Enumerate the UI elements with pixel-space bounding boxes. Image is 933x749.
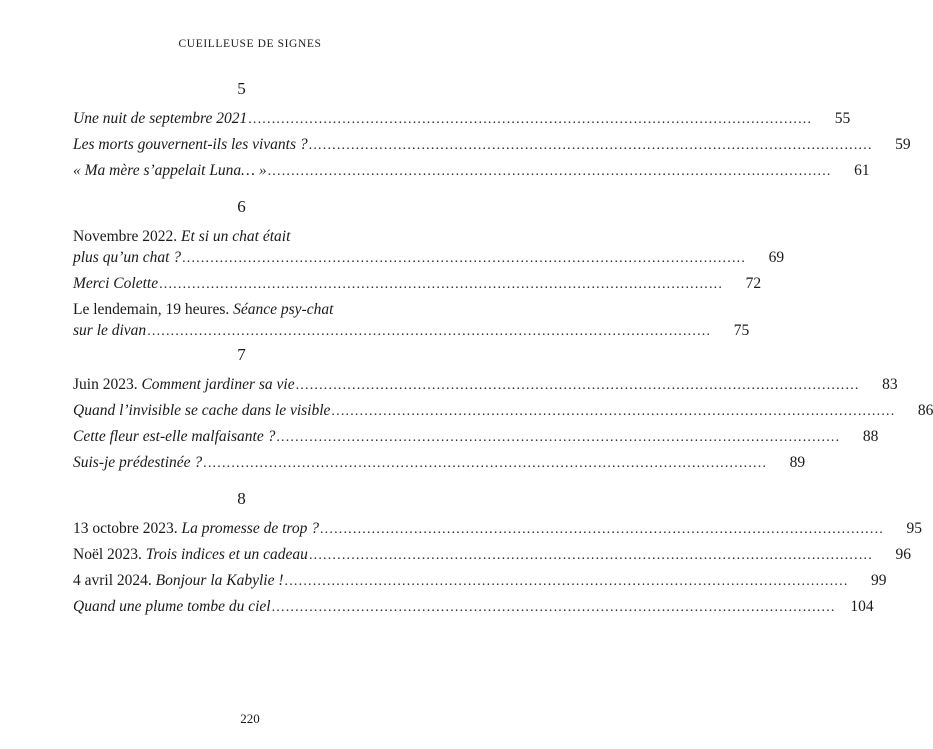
entry-title: Une nuit de septembre 2021 — [73, 110, 248, 127]
section-number: 5 — [237, 79, 246, 98]
page-number: 99 — [871, 572, 887, 589]
page-number: 95 — [906, 520, 922, 537]
leader-dots: ........................................................................................................................ — [182, 251, 747, 266]
page-number: 83 — [882, 376, 898, 393]
section-number: 7 — [237, 345, 246, 364]
toc-section — [73, 196, 785, 346]
entry-title: Merci Colette — [73, 275, 159, 292]
toc-entry[interactable] — [73, 452, 806, 474]
leader-dots: ........................................................................................................................ — [267, 164, 832, 179]
entry-prefix: 4 avril 2024. — [73, 572, 156, 589]
toc-entry[interactable] — [73, 374, 898, 396]
toc-entry[interactable] — [73, 299, 750, 342]
toc-entry[interactable] — [73, 226, 785, 269]
entry-title: Bonjour la Kabylie ! — [155, 572, 284, 589]
entry-prefix: Juin 2023. — [73, 376, 142, 393]
entry-title: Cette fleur est-elle malfaisante ? — [73, 428, 276, 445]
leader-dots: ........................................................................................................................ — [203, 456, 768, 471]
entry-title: « Ma mère s’appelait Luna… » — [73, 162, 267, 179]
section-number: 6 — [237, 197, 246, 216]
leader-dots: ........................................................................................................................ — [284, 574, 849, 589]
page-number: 59 — [895, 136, 911, 153]
leader-dots: ........................................................................................................................ — [319, 522, 884, 537]
page-number: 61 — [854, 162, 870, 179]
toc-entry[interactable] — [73, 518, 922, 540]
page-number: 55 — [834, 110, 851, 127]
page-number: 89 — [789, 454, 806, 471]
entry-prefix: Novembre 2022. — [73, 228, 182, 245]
entry-title: Et si un chat était — [181, 228, 291, 245]
entry-title: La promesse de trop ? — [181, 520, 319, 537]
toc-entry[interactable] — [73, 134, 911, 156]
entry-prefix: 13 octobre 2023. — [73, 520, 182, 537]
toc-entry[interactable] — [73, 108, 851, 130]
toc-section — [73, 488, 922, 622]
leader-dots: ........................................................................................................................ — [147, 324, 712, 339]
entry-prefix: Le lendemain, 19 heures. — [73, 301, 234, 318]
leader-dots: ........................................................................................................................ — [308, 138, 873, 153]
page-number: 75 — [733, 322, 750, 339]
page-number: 96 — [895, 546, 911, 563]
leader-dots: ........................................................................................................................ — [271, 600, 836, 615]
entry-title: Quand l’invisible se cache dans le visible — [73, 402, 331, 419]
toc-entry[interactable] — [73, 400, 933, 422]
toc-section — [73, 344, 933, 478]
leader-dots: ........................................................................................................................ — [248, 112, 813, 127]
toc-entry[interactable] — [73, 160, 870, 182]
page-folio: 220 — [240, 711, 260, 726]
entry-title-continued: plus qu’un chat ? — [73, 249, 182, 266]
entry-title-continued: sur le divan — [73, 322, 147, 339]
page-number: 86 — [917, 402, 933, 419]
section-number: 8 — [237, 489, 246, 508]
entry-title: Trois indices et un cadeau — [145, 546, 308, 563]
page-number: 72 — [745, 275, 762, 292]
entry-title: Les morts gouvernent-ils les vivants ? — [73, 136, 308, 153]
leader-dots: ........................................................................................................................ — [276, 430, 841, 445]
toc-entry[interactable] — [73, 426, 879, 448]
page-number: 69 — [768, 249, 785, 266]
toc-entry[interactable] — [73, 570, 887, 592]
toc-entry[interactable] — [73, 544, 911, 566]
leader-dots: ........................................................................................................................ — [308, 548, 873, 563]
entry-title: Comment jardiner sa vie — [141, 376, 295, 393]
leader-dots: ........................................................................................................................ — [295, 378, 860, 393]
page-number: 104 — [850, 598, 874, 615]
toc-entry[interactable] — [73, 273, 762, 295]
leader-dots: ........................................................................................................................ — [331, 404, 896, 419]
toc-entry[interactable] — [73, 596, 874, 618]
entry-title: Quand une plume tombe du ciel — [73, 598, 271, 615]
running-head: CUEILLEUSE DE SIGNES — [178, 38, 322, 50]
entry-title: Séance psy-chat — [233, 301, 334, 318]
entry-prefix: Noël 2023. — [73, 546, 146, 563]
toc-section — [73, 78, 911, 186]
leader-dots: ........................................................................................................................ — [159, 277, 724, 292]
entry-title: Suis-je prédestinée ? — [73, 454, 203, 471]
page-number: 88 — [862, 428, 879, 445]
